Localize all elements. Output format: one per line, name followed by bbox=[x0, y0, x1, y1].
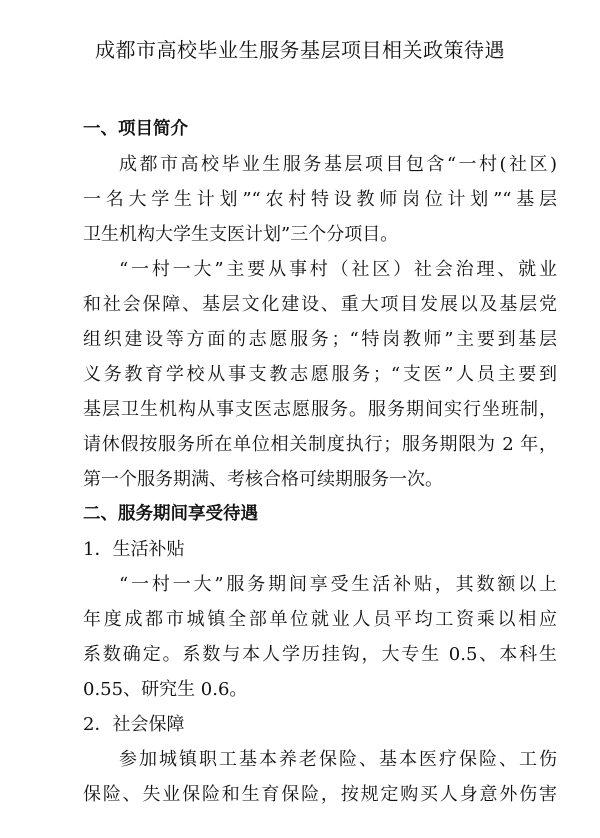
text-line: 卫生机构大学生支医计划”三个分项目。 bbox=[83, 224, 399, 245]
text-line: 和社会保障、基层文化建设、重大项目发展以及基层党 bbox=[83, 294, 557, 315]
text-line: “一村一大”主要从事村（社区）社会治理、就业 bbox=[119, 259, 557, 280]
section-heading-project-intro: 一、项目简介 bbox=[83, 119, 188, 139]
text-line: 基层卫生机构从事支医志愿服务。服务期间实行坐班制， bbox=[83, 399, 557, 420]
document-title: 成都市高校毕业生服务基层项目相关政策待遇 bbox=[95, 38, 505, 62]
paragraph-social-security bbox=[47, 742, 557, 812]
text-line: 请休假按服务所在单位相关制度执行；服务期限为 2 年， bbox=[83, 434, 557, 455]
text-line: 系数确定。系数与本人学历挂钩，大专生 0.5、本科生 bbox=[83, 644, 557, 665]
text-line: 年度成都市城镇全部单位就业人员平均工资乘以相应 bbox=[83, 609, 557, 630]
section-heading-benefits: 二、服务期间享受待遇 bbox=[83, 504, 258, 524]
document-body bbox=[47, 112, 557, 812]
subheading-social-security: 2．社会保障 bbox=[83, 714, 185, 735]
text-line: 参加城镇职工基本养老保险、基本医疗保险、工伤 bbox=[119, 749, 557, 770]
text-line: 义务教育学校从事支教志愿服务；“支医”人员主要到 bbox=[83, 364, 557, 385]
paragraph-project-overview bbox=[47, 147, 557, 252]
text-line: 0.55、研究生 0.6。 bbox=[83, 679, 248, 700]
text-line: 一名大学生计划”“农村特设教师岗位计划”“基层 bbox=[83, 189, 557, 210]
paragraph-living-allowance bbox=[47, 567, 557, 707]
subheading-living-allowance: 1．生活补贴 bbox=[83, 539, 185, 560]
text-line: “一村一大”服务期间享受生活补贴，其数额以上 bbox=[119, 574, 557, 595]
text-line: 组织建设等方面的志愿服务；“特岗教师”主要到基层 bbox=[83, 329, 557, 350]
text-line: 成都市高校毕业生服务基层项目包含“一村(社区) bbox=[119, 154, 557, 175]
text-line: 第一个服务期满、考核合格可续期服务一次。 bbox=[83, 469, 443, 490]
paragraph-project-duties bbox=[47, 252, 557, 497]
text-line: 保险、失业保险和生育保险，按规定购买人身意外伤害 bbox=[83, 784, 557, 805]
